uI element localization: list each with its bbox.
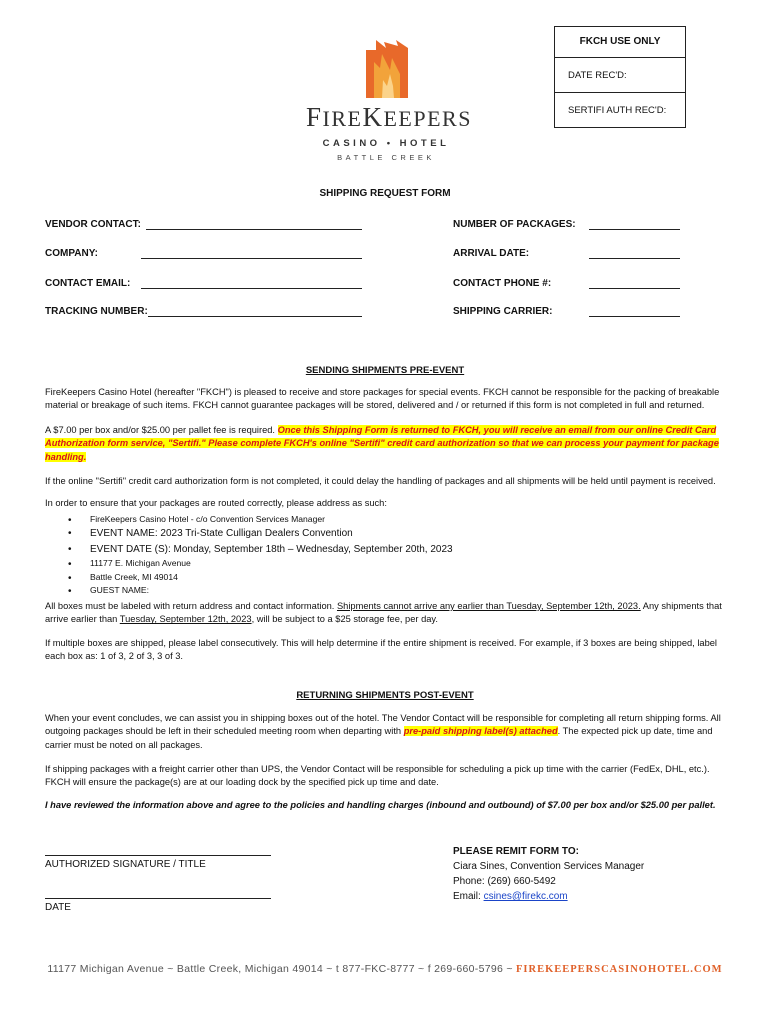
address-instructions: In order to ensure that your packages are routed correctly, please address as such: xyxy=(45,498,387,508)
remit-phone: Phone: (269) 660-5492 xyxy=(453,876,556,887)
contact-phone-label: CONTACT PHONE #: xyxy=(453,278,552,289)
firekeepers-logo xyxy=(306,40,472,164)
sertifi-delay-paragraph: If the online "Sertifi" credit card authorization form is not completed, it could delay the handling of packages and all shipments will be held until payment is received. xyxy=(45,476,716,486)
logo-brand-name: FIREKEEPERS xyxy=(306,102,472,132)
shipping-address-list xyxy=(68,513,453,597)
labeling-paragraph: All boxes must be labeled with return address and contact information. Shipments cannot arrive any earlier than Tuesday, September 12th, 2023. Any shipments that arrive earlier than Tuesday, September 12th, 2023, will be subject to a $25 storage fee, per day. xyxy=(45,601,722,625)
office-use-title: FKCH USE ONLY xyxy=(579,36,661,47)
list-item: • 11177 E. Michigan Avenue xyxy=(68,557,453,570)
agreement-statement: I have reviewed the information above and agree to the policies and handling charges (inbound and outbound) of $7.00 per box and/or $25.00 per pallet. xyxy=(45,800,716,810)
date-input[interactable] xyxy=(45,898,271,899)
company-label: COMPANY: xyxy=(45,248,98,259)
contact-phone-input[interactable] xyxy=(589,288,680,289)
list-item: • FireKeepers Casino Hotel - c/o Convention Services Manager xyxy=(68,513,453,526)
sertifi-auth-received-field[interactable]: SERTIFI AUTH REC'D: xyxy=(555,92,685,127)
signature-input[interactable] xyxy=(45,855,271,856)
date-received-field[interactable]: DATE REC'D: xyxy=(555,57,685,92)
number-of-packages-label: NUMBER OF PACKAGES: xyxy=(453,219,576,230)
arrival-date-label: ARRIVAL DATE: xyxy=(453,248,530,259)
form-title: SHIPPING REQUEST FORM xyxy=(319,188,451,199)
remit-email-link[interactable]: csines@firekc.com xyxy=(483,891,568,902)
flame-logo-icon xyxy=(356,40,416,100)
remit-contact-name: Ciara Sines, Convention Services Manager xyxy=(453,861,645,872)
shipping-carrier-label: SHIPPING CARRIER: xyxy=(453,306,553,317)
post-event-paragraph: When your event concludes, we can assist you in shipping boxes out of the hotel. The Vendor Contact will be responsible for completing all return shipping forms. All outgoing packages should be left in their scheduled meeting room when departing with pre-paid shipping label(s) attached. The expected pick up date, time and carrier must be noted on all packages. xyxy=(45,713,721,750)
pre-event-title: SENDING SHIPMENTS PRE-EVENT xyxy=(305,365,465,376)
post-event-title: RETURNING SHIPMENTS POST-EVENT xyxy=(296,690,474,701)
contact-email-label: CONTACT EMAIL: xyxy=(45,278,131,289)
remit-title: PLEASE REMIT FORM TO: xyxy=(453,846,579,857)
list-item: • EVENT NAME: 2023 Tri-State Culligan Dealers Convention xyxy=(68,526,453,542)
prepaid-label-notice: pre-paid shipping label(s) attached xyxy=(403,726,558,737)
signature-label: AUTHORIZED SIGNATURE / TITLE xyxy=(45,859,206,870)
company-input[interactable] xyxy=(141,258,362,259)
date-label: DATE xyxy=(45,902,71,913)
logo-tagline: CASINO • HOTEL xyxy=(322,138,450,149)
remit-block xyxy=(453,844,644,904)
logo-location: BATTLE CREEK xyxy=(337,152,435,162)
list-item: • Battle Creek, MI 49014 xyxy=(68,571,453,584)
freight-carrier-paragraph: If shipping packages with a freight carrier other than UPS, the Vendor Contact will be responsible for scheduling a pick up time with the carrier (FedEx, DHL, etc.). FKCH will ensure the package(s) are at our loading dock by the specified pick up time and date. xyxy=(45,764,710,788)
sertifi-notice: Once this Shipping Form is returned to FKCH, you will receive an email from our online Credit Card Authorization form service, "Sertifi." Please complete FKCH's online "Sertifi" credit card authorization so that we can process your payment for package handling. xyxy=(45,425,719,462)
shipping-carrier-input[interactable] xyxy=(589,316,680,317)
list-item: • GUEST NAME: xyxy=(68,584,453,597)
multiple-boxes-paragraph: If multiple boxes are shipped, please label consecutively. This will help determine if the entire shipment is received. For example, if 3 boxes are being shipped, label each box as: 1 of 3, 2 of 3, 3 of 3. xyxy=(45,638,717,662)
vendor-contact-label: VENDOR CONTACT: xyxy=(45,219,141,230)
pre-event-intro: FireKeepers Casino Hotel (hereafter "FKCH") is pleased to receive and store packages for special events. FKCH cannot be responsible for the packing of breakable material or breakage of such items. FKCH cannot guarantee packages will be stored, delivered and / or returned if this form is not completed in full and returned. xyxy=(45,387,720,411)
tracking-number-input[interactable] xyxy=(148,316,362,317)
contact-email-input[interactable] xyxy=(141,288,362,289)
page-footer: 11177 Michigan Avenue ~ Battle Creek, Michigan 49014 ~ t 877-FKC-8777 ~ f 269-660-5796 ~ FIREKEEPERSCASINOHOTEL.COM xyxy=(47,963,723,975)
list-item: • EVENT DATE (S): Monday, September 18th – Wednesday, September 20th, 2023 xyxy=(68,542,453,558)
arrival-date-input[interactable] xyxy=(589,258,680,259)
remit-email-row: Email: csines@firekc.com xyxy=(453,891,568,902)
tracking-number-label: TRACKING NUMBER: xyxy=(45,306,148,317)
website-link[interactable]: FIREKEEPERSCASINOHOTEL.COM xyxy=(516,964,723,975)
fee-paragraph: A $7.00 per box and/or $25.00 per pallet fee is required. Once this Shipping Form is returned to FKCH, you will receive an email from our online Credit Card Authorization form service, "Sertifi." Please complete FKCH's online "Sertifi" credit card authorization so that we can process your payment for package handling. xyxy=(45,425,719,462)
office-use-box xyxy=(554,26,686,128)
number-of-packages-input[interactable] xyxy=(589,229,680,230)
vendor-contact-input[interactable] xyxy=(146,229,362,230)
